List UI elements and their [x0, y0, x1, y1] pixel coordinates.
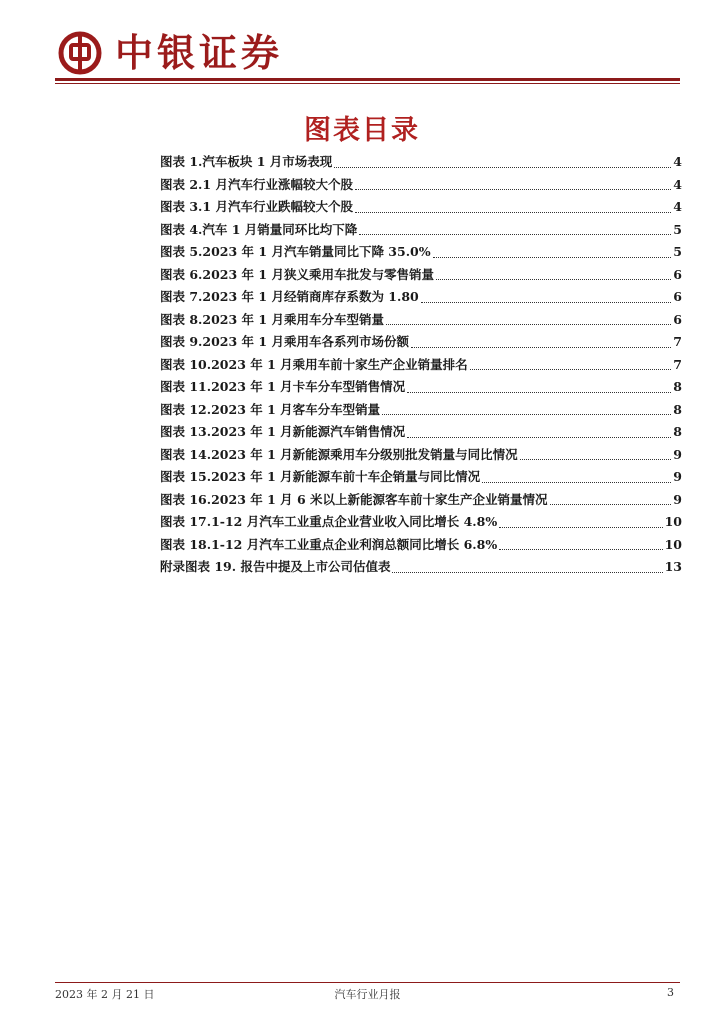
toc-entry-label: 图表 12.2023 年 1 月客车分车型销量 [160, 401, 381, 417]
toc-entry-page: 7 [673, 356, 682, 372]
toc-entry-page: 6 [673, 289, 682, 304]
toc-entry[interactable] [160, 220, 682, 243]
toc-dot-leader [433, 257, 672, 258]
page-footer [55, 986, 680, 1002]
toc-entry-page: 10 [664, 514, 682, 529]
toc-dot-leader [407, 437, 671, 438]
toc-entry-label: 图表 14.2023 年 1 月新能源乘用车分级别批发销量与同比情况 [160, 446, 518, 462]
toc-entry-label: 图表 6.2023 年 1 月狭义乘用车批发与零售销量 [160, 266, 434, 282]
toc-entry-page: 9 [673, 446, 682, 462]
footer-page-number: 3 [667, 986, 674, 999]
toc-entry[interactable] [160, 242, 682, 265]
toc-dot-leader [520, 459, 672, 460]
toc-entry-label: 图表 2.1 月汽车行业涨幅较大个股 [160, 176, 353, 192]
toc-entry[interactable] [160, 175, 682, 198]
toc-entry-page: 4 [673, 154, 682, 169]
toc-entry-page: 6 [673, 311, 682, 327]
toc-entry[interactable] [160, 197, 682, 220]
toc-entry-label: 图表 3.1 月汽车行业跌幅较大个股 [160, 199, 353, 214]
footer-date: 2023 年 2 月 21 日 [55, 988, 155, 1001]
toc-entry-page: 5 [673, 244, 682, 259]
toc-entry-page: 8 [673, 424, 682, 439]
toc-entry-label: 图表 16.2023 年 1 月 6 米以上新能源客车前十家生产企业销量情况 [160, 491, 548, 507]
toc-dot-leader [499, 527, 662, 528]
toc-dot-leader [407, 392, 671, 393]
toc-dot-leader [436, 279, 671, 280]
toc-title: 图表目录 [304, 115, 420, 146]
toc-entry-label: 图表 1.汽车板块 1 月市场表现 [160, 154, 333, 169]
header-rule-thin [55, 83, 680, 84]
bank-of-china-logo-icon [58, 31, 102, 75]
toc-entry[interactable] [160, 355, 682, 378]
toc-entry[interactable] [160, 265, 682, 288]
toc-dot-leader [470, 369, 672, 370]
footer-rule [55, 982, 680, 983]
toc-list [160, 152, 682, 580]
toc-dot-leader [499, 549, 662, 550]
toc-entry[interactable] [160, 310, 682, 333]
toc-entry-page: 7 [673, 334, 682, 349]
toc-dot-leader [392, 572, 662, 573]
toc-dot-leader [386, 324, 671, 325]
toc-entry-label: 图表 11.2023 年 1 月卡车分车型销售情况 [160, 379, 406, 394]
toc-entry[interactable] [160, 422, 682, 445]
footer-report-type: 汽车行业月报 [334, 988, 401, 1001]
toc-entry-label: 图表 4.汽车 1 月销量同环比均下降 [160, 221, 358, 237]
toc-entry-label: 图表 10.2023 年 1 月乘用车前十家生产企业销量排名 [160, 356, 468, 372]
toc-entry[interactable] [160, 467, 682, 490]
toc-dot-leader [482, 482, 671, 483]
toc-entry[interactable] [160, 490, 682, 513]
toc-entry-label: 图表 8.2023 年 1 月乘用车分车型销量 [160, 311, 384, 327]
toc-entry-label: 图表 17.1-12 月汽车工业重点企业营业收入同比增长 4.8% [160, 514, 498, 529]
brand-name: 中银证券 [115, 31, 284, 75]
toc-entry-label: 图表 5.2023 年 1 月汽车销量同比下降 35.0% [160, 244, 431, 259]
toc-entry[interactable] [160, 512, 682, 535]
toc-entry-label: 图表 13.2023 年 1 月新能源汽车销售情况 [160, 424, 406, 439]
toc-dot-leader [411, 347, 671, 348]
toc-entry-page: 13 [664, 559, 682, 574]
toc-dot-leader [382, 414, 671, 415]
toc-dot-leader [355, 189, 671, 190]
toc-entry-page: 5 [673, 221, 682, 237]
toc-entry[interactable] [160, 535, 682, 558]
page-header [55, 26, 680, 86]
toc-entry-label: 图表 15.2023 年 1 月新能源车前十车企销量与同比情况 [160, 469, 481, 484]
header-rule [55, 78, 680, 81]
toc-entry[interactable] [160, 332, 682, 355]
toc-entry[interactable] [160, 445, 682, 468]
toc-entry-page: 4 [673, 199, 682, 214]
toc-entry-page: 4 [673, 176, 682, 192]
toc-entry-page: 8 [673, 379, 682, 394]
toc-entry-label: 图表 18.1-12 月汽车工业重点企业利润总额同比增长 6.8% [160, 536, 498, 552]
toc-entry[interactable] [160, 400, 682, 423]
toc-entry-page: 9 [673, 469, 682, 484]
toc-entry[interactable] [160, 287, 682, 310]
toc-entry-page: 9 [673, 491, 682, 507]
toc-entry[interactable] [160, 557, 682, 580]
toc-entry-label: 图表 7.2023 年 1 月经销商库存系数为 1.80 [160, 289, 419, 304]
toc-entry[interactable] [160, 152, 682, 175]
toc-dot-leader [359, 234, 671, 235]
toc-dot-leader [421, 302, 672, 303]
toc-entry-page: 8 [673, 401, 682, 417]
toc-dot-leader [550, 504, 672, 505]
toc-entry-label: 附录图表 19. 报告中提及上市公司估值表 [160, 559, 391, 574]
toc-entry-page: 10 [664, 536, 682, 552]
toc-dot-leader [355, 212, 671, 213]
toc-entry[interactable] [160, 377, 682, 400]
toc-entry-label: 图表 9.2023 年 1 月乘用车各系列市场份额 [160, 334, 409, 349]
toc-dot-leader [334, 167, 671, 168]
toc-entry-page: 6 [673, 266, 682, 282]
